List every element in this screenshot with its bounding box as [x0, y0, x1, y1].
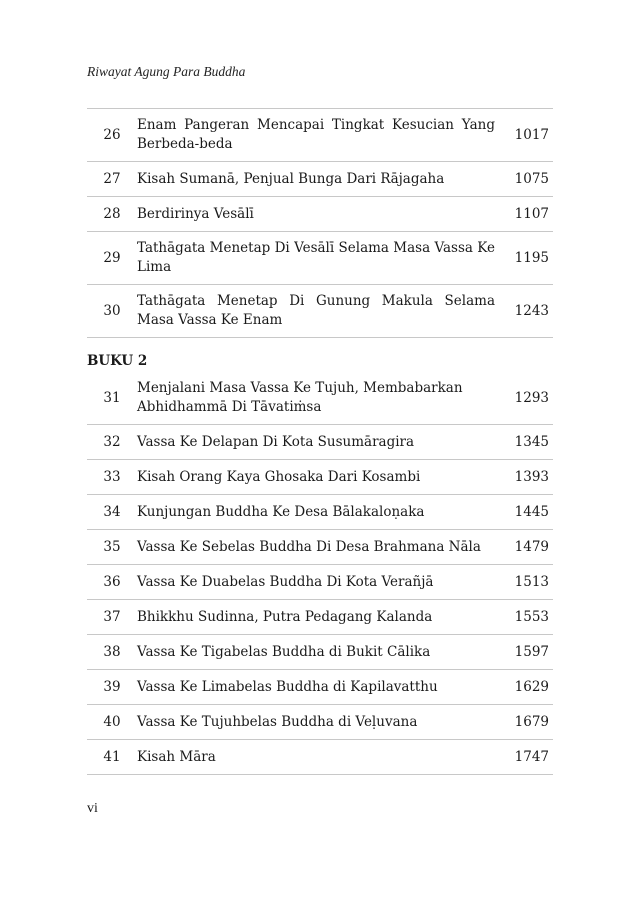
entry-page: 1679	[514, 713, 549, 730]
entry-page: 1629	[514, 678, 549, 695]
entry-number: 33	[103, 468, 121, 485]
toc-entry-37[interactable]	[87, 600, 553, 635]
entry-page: 1445	[514, 503, 549, 520]
toc-entry-39[interactable]	[87, 670, 553, 705]
entry-title: Kisah Sumanā, Penjual Bunga Dari Rājagaha	[137, 170, 445, 187]
toc-entry-33[interactable]	[87, 460, 553, 495]
entry-number: 27	[103, 170, 121, 187]
entry-number: 37	[103, 608, 121, 625]
entry-page: 1513	[514, 573, 549, 590]
toc-entry-35[interactable]	[87, 530, 553, 565]
entry-page: 1195	[514, 249, 549, 266]
entry-title: Kisah Orang Kaya Ghosaka Dari Kosambi	[137, 468, 421, 485]
entry-title: Kunjungan Buddha Ke Desa Bālakaloṇaka	[137, 503, 425, 520]
entry-title: Menjalani Masa Vassa Ke Tujuh, Membabarkan Abhidhammā Di Tāvatiṁsa	[137, 380, 463, 415]
entry-page: 1243	[514, 302, 549, 319]
entry-page: 1597	[514, 643, 549, 660]
toc-entry-36[interactable]	[87, 565, 553, 600]
entry-number: 35	[103, 538, 121, 555]
entry-title: Vassa Ke Duabelas Buddha Di Kota Verañjā	[137, 573, 434, 590]
entry-page: 1553	[514, 608, 549, 625]
running-head: Riwayat Agung Para Buddha	[87, 64, 246, 79]
table-of-contents	[87, 108, 553, 775]
entry-number: 38	[103, 643, 121, 660]
entry-page: 1345	[514, 433, 549, 450]
entry-title: Berdirinya Vesālī	[137, 205, 254, 222]
entry-page: 1393	[514, 468, 549, 485]
toc-entry-38[interactable]	[87, 635, 553, 670]
entry-number: 29	[103, 249, 121, 266]
entry-title: Bhikkhu Sudinna, Putra Pedagang Kalanda	[137, 608, 433, 625]
toc-entry-34[interactable]	[87, 495, 553, 530]
toc-entry-28[interactable]	[87, 197, 553, 232]
toc-entry-31[interactable]	[87, 372, 553, 425]
entry-title: Kisah Māra	[137, 748, 216, 765]
entry-number: 41	[103, 748, 121, 765]
entry-title: Vassa Ke Tigabelas Buddha di Bukit Cālika	[137, 643, 431, 660]
entry-number: 36	[103, 573, 121, 590]
toc-entry-26[interactable]	[87, 109, 553, 162]
entry-number: 34	[103, 503, 121, 520]
entry-page: 1017	[514, 126, 549, 143]
entry-page: 1107	[514, 205, 549, 222]
entry-title: Vassa Ke Sebelas Buddha Di Desa Brahmana Nāla	[137, 538, 481, 555]
entry-page: 1479	[514, 538, 549, 555]
entry-number: 32	[103, 433, 121, 450]
entry-number: 26	[103, 126, 121, 143]
entry-title: Enam Pangeran Mencapai Tingkat Kesucian Yang Berbeda-beda	[137, 117, 495, 152]
toc-entry-27[interactable]	[87, 162, 553, 197]
entry-number: 31	[103, 389, 121, 406]
entry-number: 30	[103, 302, 121, 319]
toc-entry-40[interactable]	[87, 705, 553, 740]
toc-entry-29[interactable]	[87, 232, 553, 285]
entry-title: Vassa Ke Tujuhbelas Buddha di Veḷuvana	[137, 713, 418, 730]
entry-title: Vassa Ke Delapan Di Kota Susumāragira	[137, 433, 415, 450]
entry-page: 1075	[514, 170, 549, 187]
entry-title: Vassa Ke Limabelas Buddha di Kapilavatthu	[137, 678, 438, 695]
entry-number: 39	[103, 678, 121, 695]
toc-entry-41[interactable]	[87, 740, 553, 775]
toc-entry-30[interactable]	[87, 285, 553, 338]
entry-page: 1747	[514, 748, 549, 765]
entry-number: 40	[103, 713, 121, 730]
entry-number: 28	[103, 205, 121, 222]
section-heading: BUKU 2	[87, 353, 148, 369]
entry-page: 1293	[514, 389, 549, 406]
entry-title: Tathāgata Menetap Di Gunung Makula Selama Masa Vassa Ke Enam	[137, 293, 495, 328]
entry-title: Tathāgata Menetap Di Vesālī Selama Masa Vassa Ke Lima	[137, 240, 495, 275]
page-number: vi	[87, 801, 98, 816]
toc-entry-32[interactable]	[87, 425, 553, 460]
